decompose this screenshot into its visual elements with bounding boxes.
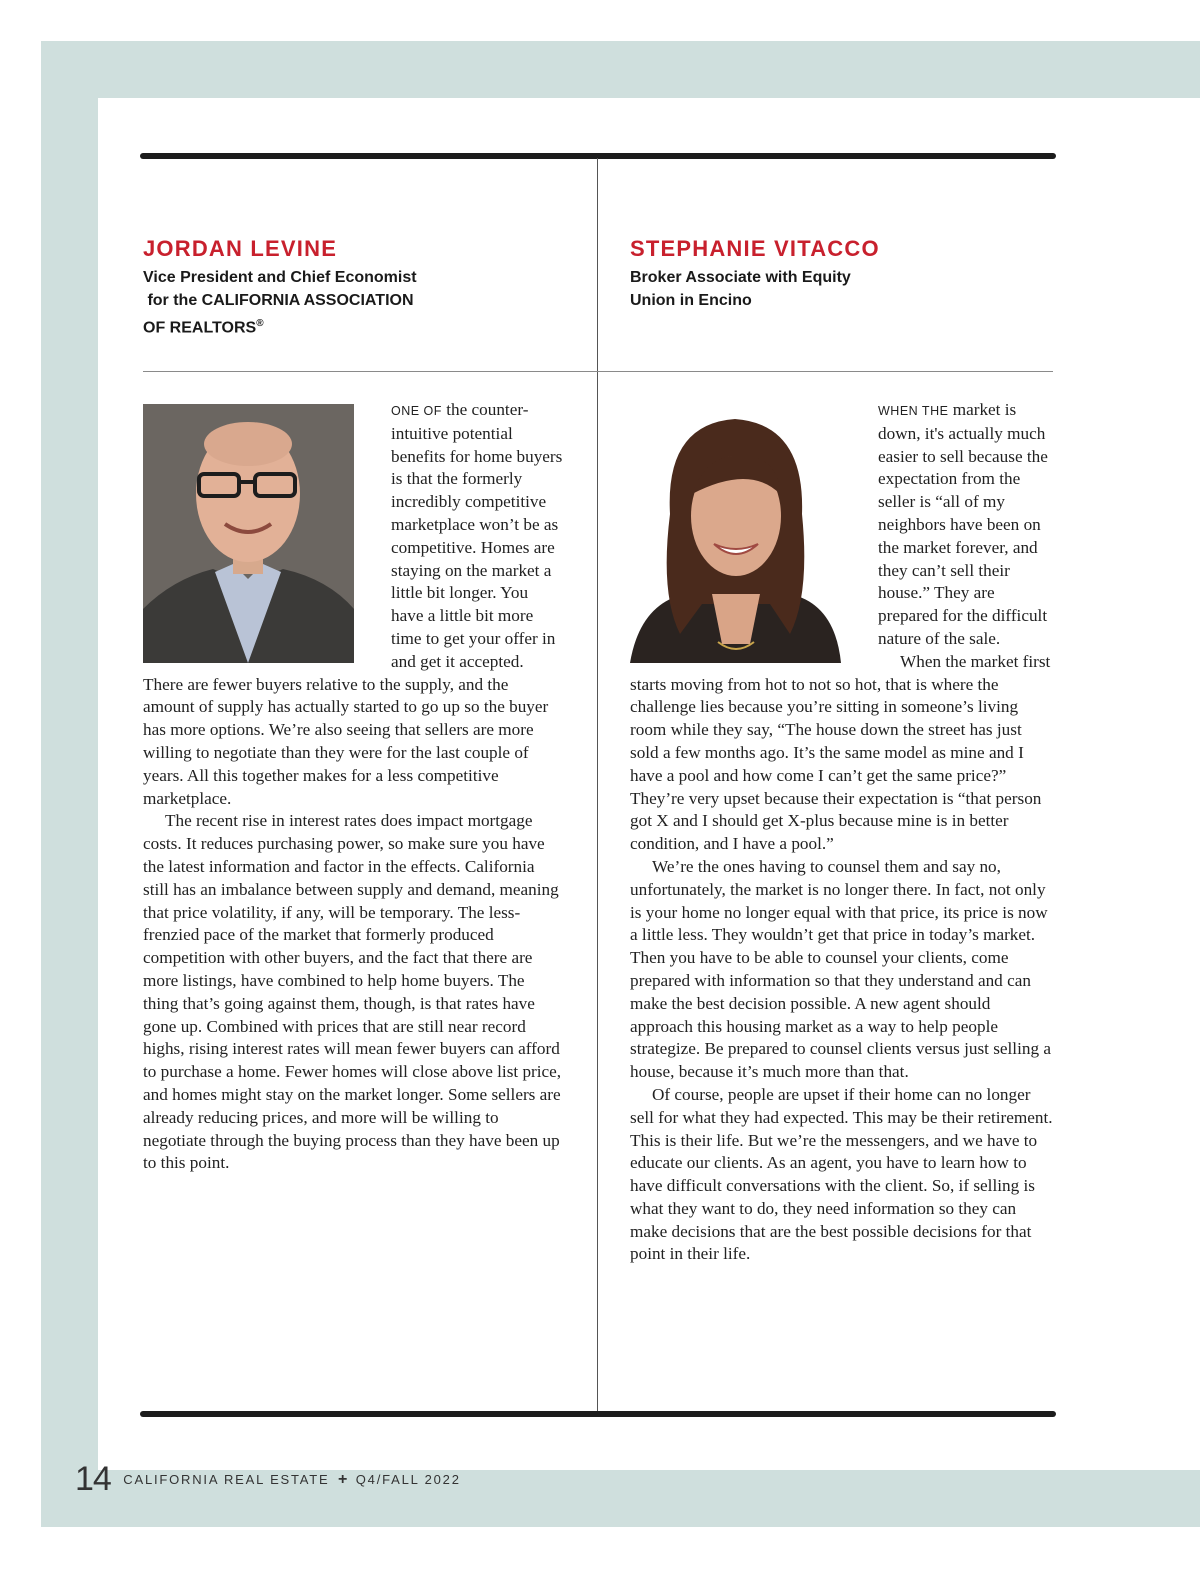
left-title-line1: Vice President and Chief Economist (143, 269, 417, 286)
right-paragraph-4: Of course, people are upset if their home can no longer sell for what they had expected. This may be their retirement. This is their life. But we’re the messengers, and we have to educate our clients. As an agent, you have to learn how to have difficult conversations with the client. So, if selling is what they want to do, they need information so they can make decisions that are the best possible decisions for that point in their life. (630, 1084, 1053, 1264)
left-header (143, 236, 563, 339)
stephanie-vitacco-photo (630, 404, 841, 663)
right-paragraph-2: When the market first starts moving from hot to not so hot, that is where the challenge lies because you’re sitting in someone’s living room while they say, “The house down the street has just sold a few months ago. It’s the same model as mine and I have a pool and how come I can’t get the same price?” They’re very upset because their expectation is “that person got X and I should get X-plus because mine is in better condition, and I have a pool.” (630, 651, 1051, 854)
left-person-name: JORDAN LEVINE (143, 236, 338, 261)
left-paragraph-1-text: the counter-intuitive potential benefits for home buyers is that the formerly incredibly competitive marketplace won’t be as competitive. Homes are staying on the market a little bit longer. You have a little bit more time to get your offer in and get it accepted. There are fewer buyers relative to the supply, and the amount of supply has actually started to go up so the buyer has more options. We’re also seeing that sellers are more willing to negotiate than they were for the last couple of years. All this together makes for a less competitive marketplace. (143, 400, 563, 808)
registered-mark: ® (256, 318, 264, 329)
right-title-line2: Union in Encino (630, 292, 752, 309)
page-number: 14 (75, 1460, 111, 1498)
right-title-line1: Broker Associate with Equity (630, 269, 851, 286)
right-paragraph-3: We’re the ones having to counsel them and say no, unfortunately, the market is no longer there. In fact, not only is your home no longer equal with that price, its price is now a little less. They wouldn’t get that price in today’s market. Then you have to be able to counsel your clients, come prepared with information so that they understand and can make the best decision possible. A new agent should approach this housing market as a way to help people strategize. Be prepared to counsel clients versus just selling a house, because it’s much more than that. (630, 856, 1051, 1082)
issue-label: Q4/FALL 2022 (355, 1472, 461, 1487)
right-lead-in: WHEN THE (878, 404, 949, 418)
right-header (630, 236, 1053, 312)
left-paragraph-2: The recent rise in interest rates does impact mortgage costs. It reduces purchasing power, so make sure you have the latest information and factor in the effects. California still has an imbalance between supply and demand, meaning that price volatility, if any, will be temporary. The less-frenzied pace of the market that formerly produced competition with other buyers, and the fact that there are more listings, have combined to help home buyers. The thing that’s going against them, though, is that rates have gone up. Combined with prices that are still near record highs, rising interest rates will mean fewer buyers can afford to purchase a home. Fewer homes will close above list price, and homes might stay on the market longer. Some sellers are already reducing prices, and more will be willing to negotiate through the buying process than they have been up to this point. (143, 811, 562, 1173)
page-footer (75, 1460, 461, 1499)
right-person-name: STEPHANIE VITACCO (630, 236, 880, 261)
plus-icon: + (337, 1470, 348, 1488)
bottom-rule (140, 1411, 1056, 1417)
left-person-title (143, 266, 563, 339)
column-divider (597, 158, 598, 1412)
portrait-man-illustration (143, 404, 354, 663)
top-rule (140, 153, 1056, 159)
right-paragraph-1-text: market is down, it's actually much easier to sell because the expectation from the seller is “all of my neighbors have been on the market forever, and they can’t sell their house.” They are prepared for the difficult nature of the sale. (878, 400, 1048, 648)
left-lead-in: ONE OF (391, 404, 442, 418)
header-separator-rule (143, 371, 1053, 372)
portrait-woman-illustration (630, 404, 841, 663)
jordan-levine-photo (143, 404, 354, 663)
right-person-title (630, 266, 1053, 312)
left-title-line3: OF REALTORS (143, 319, 257, 337)
left-article (143, 399, 563, 1175)
publication-name: CALIFORNIA REAL ESTATE (123, 1472, 330, 1487)
right-article (630, 399, 1053, 1266)
left-title-line2: for the CALIFORNIA ASSOCIATION (143, 292, 414, 309)
